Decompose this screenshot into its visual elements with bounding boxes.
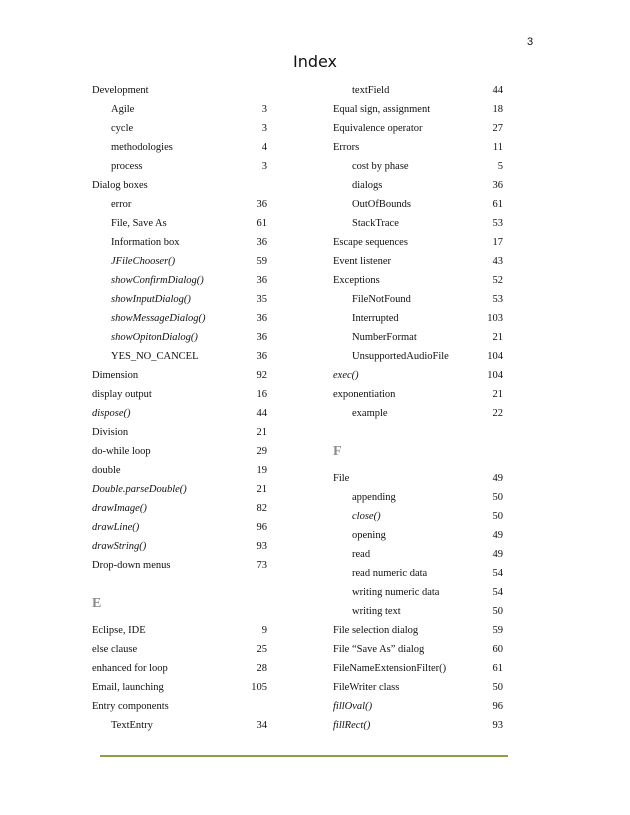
index-entry bbox=[92, 385, 267, 404]
index-term: cost by phase bbox=[352, 161, 409, 172]
index-term: OutOfBounds bbox=[352, 199, 411, 210]
index-term: appending bbox=[352, 492, 396, 503]
index-entry bbox=[92, 119, 267, 138]
index-page-ref: 61 bbox=[492, 663, 503, 674]
index-entry bbox=[333, 328, 503, 347]
index-page-ref: 21 bbox=[492, 389, 503, 400]
index-page-ref: 82 bbox=[256, 503, 267, 514]
index-term: opening bbox=[352, 530, 386, 541]
index-page-ref: 43 bbox=[492, 256, 503, 267]
index-page-ref: 61 bbox=[492, 199, 503, 210]
index-entry bbox=[333, 507, 503, 526]
index-page-ref: 54 bbox=[492, 568, 503, 579]
index-entry bbox=[333, 583, 503, 602]
index-page-ref: 49 bbox=[492, 473, 503, 484]
index-term: drawLine() bbox=[92, 522, 140, 533]
index-entry bbox=[92, 499, 267, 518]
index-term: read numeric data bbox=[352, 568, 428, 579]
index-page-ref: 92 bbox=[256, 370, 267, 381]
index-page-ref: 27 bbox=[492, 123, 503, 134]
index-page-ref: 25 bbox=[256, 644, 267, 655]
index-page-ref: 29 bbox=[256, 446, 267, 457]
index-entry bbox=[92, 537, 267, 556]
index-term: writing text bbox=[352, 606, 401, 617]
index-entry bbox=[333, 404, 503, 423]
index-entry bbox=[92, 678, 267, 697]
index-entry bbox=[333, 545, 503, 564]
index-term: Information box bbox=[111, 237, 180, 248]
index-term: drawImage() bbox=[92, 503, 147, 514]
index-term: drawString() bbox=[92, 541, 147, 552]
index-page-ref: 59 bbox=[492, 625, 503, 636]
index-term: showOpitonDialog() bbox=[111, 332, 198, 343]
index-term: Event listener bbox=[333, 256, 392, 267]
index-entry bbox=[92, 100, 267, 119]
index-page-ref: 36 bbox=[492, 180, 503, 191]
index-term: Double.parseDouble() bbox=[92, 484, 187, 495]
index-entry bbox=[333, 271, 503, 290]
index-term: Exceptions bbox=[333, 275, 380, 286]
index-page-ref: 50 bbox=[492, 511, 503, 522]
index-page-ref: 103 bbox=[487, 313, 503, 324]
index-page-ref: 49 bbox=[492, 530, 503, 541]
index-term: Escape sequences bbox=[333, 237, 408, 248]
index-entry bbox=[333, 100, 503, 119]
index-term: showConfirmDialog() bbox=[111, 275, 204, 286]
index-page-ref: 22 bbox=[492, 408, 503, 419]
index-page-ref: 44 bbox=[256, 408, 267, 419]
index-page-ref: 36 bbox=[256, 275, 267, 286]
page-title: Index bbox=[292, 52, 338, 71]
index-column-right bbox=[333, 81, 503, 735]
index-entry bbox=[333, 488, 503, 507]
index-page-ref: 3 bbox=[261, 104, 267, 115]
index-term: process bbox=[111, 161, 143, 172]
index-page-ref: 60 bbox=[492, 644, 503, 655]
index-entry bbox=[92, 157, 267, 176]
index-term: fillRect() bbox=[333, 720, 371, 731]
index-page-ref: 73 bbox=[256, 560, 267, 571]
index-page-ref: 3 bbox=[261, 123, 267, 134]
index-page-ref: 11 bbox=[492, 142, 503, 153]
index-entry bbox=[333, 347, 503, 366]
index-page-ref: 50 bbox=[492, 492, 503, 503]
index-entry bbox=[92, 518, 267, 537]
index-page-ref: 104 bbox=[487, 351, 503, 362]
index-entry bbox=[92, 659, 267, 678]
index-entry bbox=[333, 214, 503, 233]
index-entry bbox=[92, 366, 267, 385]
index-entry bbox=[92, 347, 267, 366]
index-entry bbox=[92, 138, 267, 157]
section-spacer bbox=[92, 575, 267, 594]
page-number: 3 bbox=[527, 36, 534, 48]
index-entry bbox=[92, 640, 267, 659]
index-term: Division bbox=[92, 427, 129, 438]
index-entry bbox=[92, 195, 267, 214]
index-entry bbox=[92, 81, 267, 100]
index-term: TextEntry bbox=[111, 720, 153, 731]
index-page-ref: 21 bbox=[256, 427, 267, 438]
index-term: FileNameExtensionFilter() bbox=[333, 663, 447, 674]
index-entry bbox=[333, 526, 503, 545]
index-entry bbox=[92, 214, 267, 233]
index-term: do-while loop bbox=[92, 446, 151, 457]
index-term: Agile bbox=[111, 104, 135, 115]
index-term: example bbox=[352, 408, 388, 419]
index-entry bbox=[333, 81, 503, 100]
index-entry bbox=[333, 678, 503, 697]
index-entry bbox=[333, 176, 503, 195]
index-page-ref: 16 bbox=[256, 389, 267, 400]
index-entry bbox=[333, 716, 503, 735]
index-term: dialogs bbox=[352, 180, 383, 191]
index-page-ref: 5 bbox=[497, 161, 503, 172]
index-entry bbox=[92, 716, 267, 735]
index-entry bbox=[92, 423, 267, 442]
index-entry bbox=[92, 176, 267, 195]
index-entry bbox=[333, 195, 503, 214]
index-page-ref: 36 bbox=[256, 351, 267, 362]
index-page-ref: 50 bbox=[492, 682, 503, 693]
index-page-ref: 35 bbox=[256, 294, 267, 305]
index-entry bbox=[333, 640, 503, 659]
index-page-ref: 28 bbox=[256, 663, 267, 674]
index-term: enhanced for loop bbox=[92, 663, 168, 674]
index-term: Entry components bbox=[92, 701, 169, 712]
index-term: close() bbox=[352, 511, 381, 522]
index-page-ref: 17 bbox=[492, 237, 503, 248]
index-column-left bbox=[92, 81, 267, 735]
index-page-ref: 93 bbox=[492, 720, 503, 731]
index-term: Equivalence operator bbox=[333, 123, 423, 134]
index-term: cycle bbox=[111, 123, 134, 134]
index-page-ref: 61 bbox=[256, 218, 267, 229]
index-term: Dialog boxes bbox=[92, 180, 148, 191]
index-term: UnsupportedAudioFile bbox=[352, 351, 449, 362]
index-entry bbox=[333, 621, 503, 640]
index-entry bbox=[92, 621, 267, 640]
index-page-ref: 44 bbox=[492, 85, 503, 96]
index-entry bbox=[92, 290, 267, 309]
index-entry bbox=[333, 469, 503, 488]
index-term: YES_NO_CANCEL bbox=[111, 351, 199, 362]
index-page-ref: 21 bbox=[492, 332, 503, 343]
index-entry bbox=[333, 290, 503, 309]
index-term: JFileChooser() bbox=[111, 256, 176, 267]
index-term: File bbox=[333, 473, 350, 484]
index-page-ref: 18 bbox=[492, 104, 503, 115]
index-entry bbox=[333, 385, 503, 404]
index-term: FileWriter class bbox=[333, 682, 400, 693]
index-page-ref: 36 bbox=[256, 199, 267, 210]
index-entry bbox=[333, 119, 503, 138]
index-page-ref: 105 bbox=[251, 682, 267, 693]
index-term: Errors bbox=[333, 142, 360, 153]
index-entry bbox=[92, 556, 267, 575]
index-page-ref: 3 bbox=[261, 161, 267, 172]
index-entry bbox=[92, 404, 267, 423]
index-entry bbox=[333, 602, 503, 621]
index-entry bbox=[333, 157, 503, 176]
index-term: NumberFormat bbox=[352, 332, 417, 343]
index-entry bbox=[333, 564, 503, 583]
index-entry bbox=[92, 252, 267, 271]
index-entry bbox=[92, 480, 267, 499]
index-entry bbox=[333, 659, 503, 678]
index-page-ref: 54 bbox=[492, 587, 503, 598]
index-page-ref: 104 bbox=[487, 370, 503, 381]
index-term: Eclipse, IDE bbox=[92, 625, 146, 636]
index-term: showMessageDialog() bbox=[111, 313, 206, 324]
index-term: Development bbox=[92, 85, 149, 96]
index-term: Dimension bbox=[92, 370, 139, 381]
index-term: Email, launching bbox=[92, 682, 164, 693]
index-term: File “Save As” dialog bbox=[333, 644, 425, 655]
index-term: dispose() bbox=[92, 408, 131, 419]
index-page-ref: 4 bbox=[261, 142, 267, 153]
index-page-ref: 49 bbox=[492, 549, 503, 560]
footer-divider bbox=[100, 755, 508, 757]
index-page-ref: 53 bbox=[492, 218, 503, 229]
index-page-ref: 19 bbox=[256, 465, 267, 476]
index-entry bbox=[92, 271, 267, 290]
index-term: showInputDialog() bbox=[111, 294, 191, 305]
index-page-ref: 93 bbox=[256, 541, 267, 552]
index-term: Drop-down menus bbox=[92, 560, 171, 571]
index-entry bbox=[92, 309, 267, 328]
index-page-ref: 34 bbox=[256, 720, 267, 731]
index-page-ref: 36 bbox=[256, 237, 267, 248]
index-entry bbox=[92, 697, 267, 716]
index-entry bbox=[333, 366, 503, 385]
index-entry bbox=[333, 252, 503, 271]
index-entry bbox=[333, 138, 503, 157]
section-letter: E bbox=[92, 596, 102, 611]
index-entry bbox=[333, 233, 503, 252]
index-term: Equal sign, assignment bbox=[333, 104, 431, 115]
index-entry bbox=[92, 461, 267, 480]
index-entry bbox=[92, 233, 267, 252]
index-term: read bbox=[352, 549, 371, 560]
index-term: FileNotFound bbox=[352, 294, 411, 305]
index-page-ref: 59 bbox=[256, 256, 267, 267]
index-term: Interrupted bbox=[352, 313, 399, 324]
index-page-ref: 52 bbox=[492, 275, 503, 286]
index-term: StackTrace bbox=[352, 218, 399, 229]
index-entry bbox=[333, 697, 503, 716]
index-term: File, Save As bbox=[111, 218, 167, 229]
index-entry bbox=[92, 442, 267, 461]
index-page-ref: 21 bbox=[256, 484, 267, 495]
index-page-ref: 53 bbox=[492, 294, 503, 305]
index-term: File selection dialog bbox=[333, 625, 419, 636]
section-spacer bbox=[333, 423, 503, 442]
index-term: error bbox=[111, 199, 132, 210]
index-term: writing numeric data bbox=[352, 587, 440, 598]
index-page-ref: 96 bbox=[492, 701, 503, 712]
index-term: fillOval() bbox=[333, 701, 373, 712]
index-page-ref: 50 bbox=[492, 606, 503, 617]
index-page-ref: 36 bbox=[256, 332, 267, 343]
index-page-ref: 9 bbox=[261, 625, 267, 636]
index-page-ref: 36 bbox=[256, 313, 267, 324]
index-entry bbox=[92, 328, 267, 347]
index-term: display output bbox=[92, 389, 152, 400]
section-letter: F bbox=[333, 444, 342, 459]
index-term: exponentiation bbox=[333, 389, 396, 400]
index-term: methodologies bbox=[111, 142, 173, 153]
index-page-ref: 96 bbox=[256, 522, 267, 533]
index-term: exec() bbox=[333, 370, 359, 381]
index-term: textField bbox=[352, 85, 390, 96]
index-term: double bbox=[92, 465, 121, 476]
index-entry bbox=[333, 309, 503, 328]
index-term: else clause bbox=[92, 644, 138, 655]
